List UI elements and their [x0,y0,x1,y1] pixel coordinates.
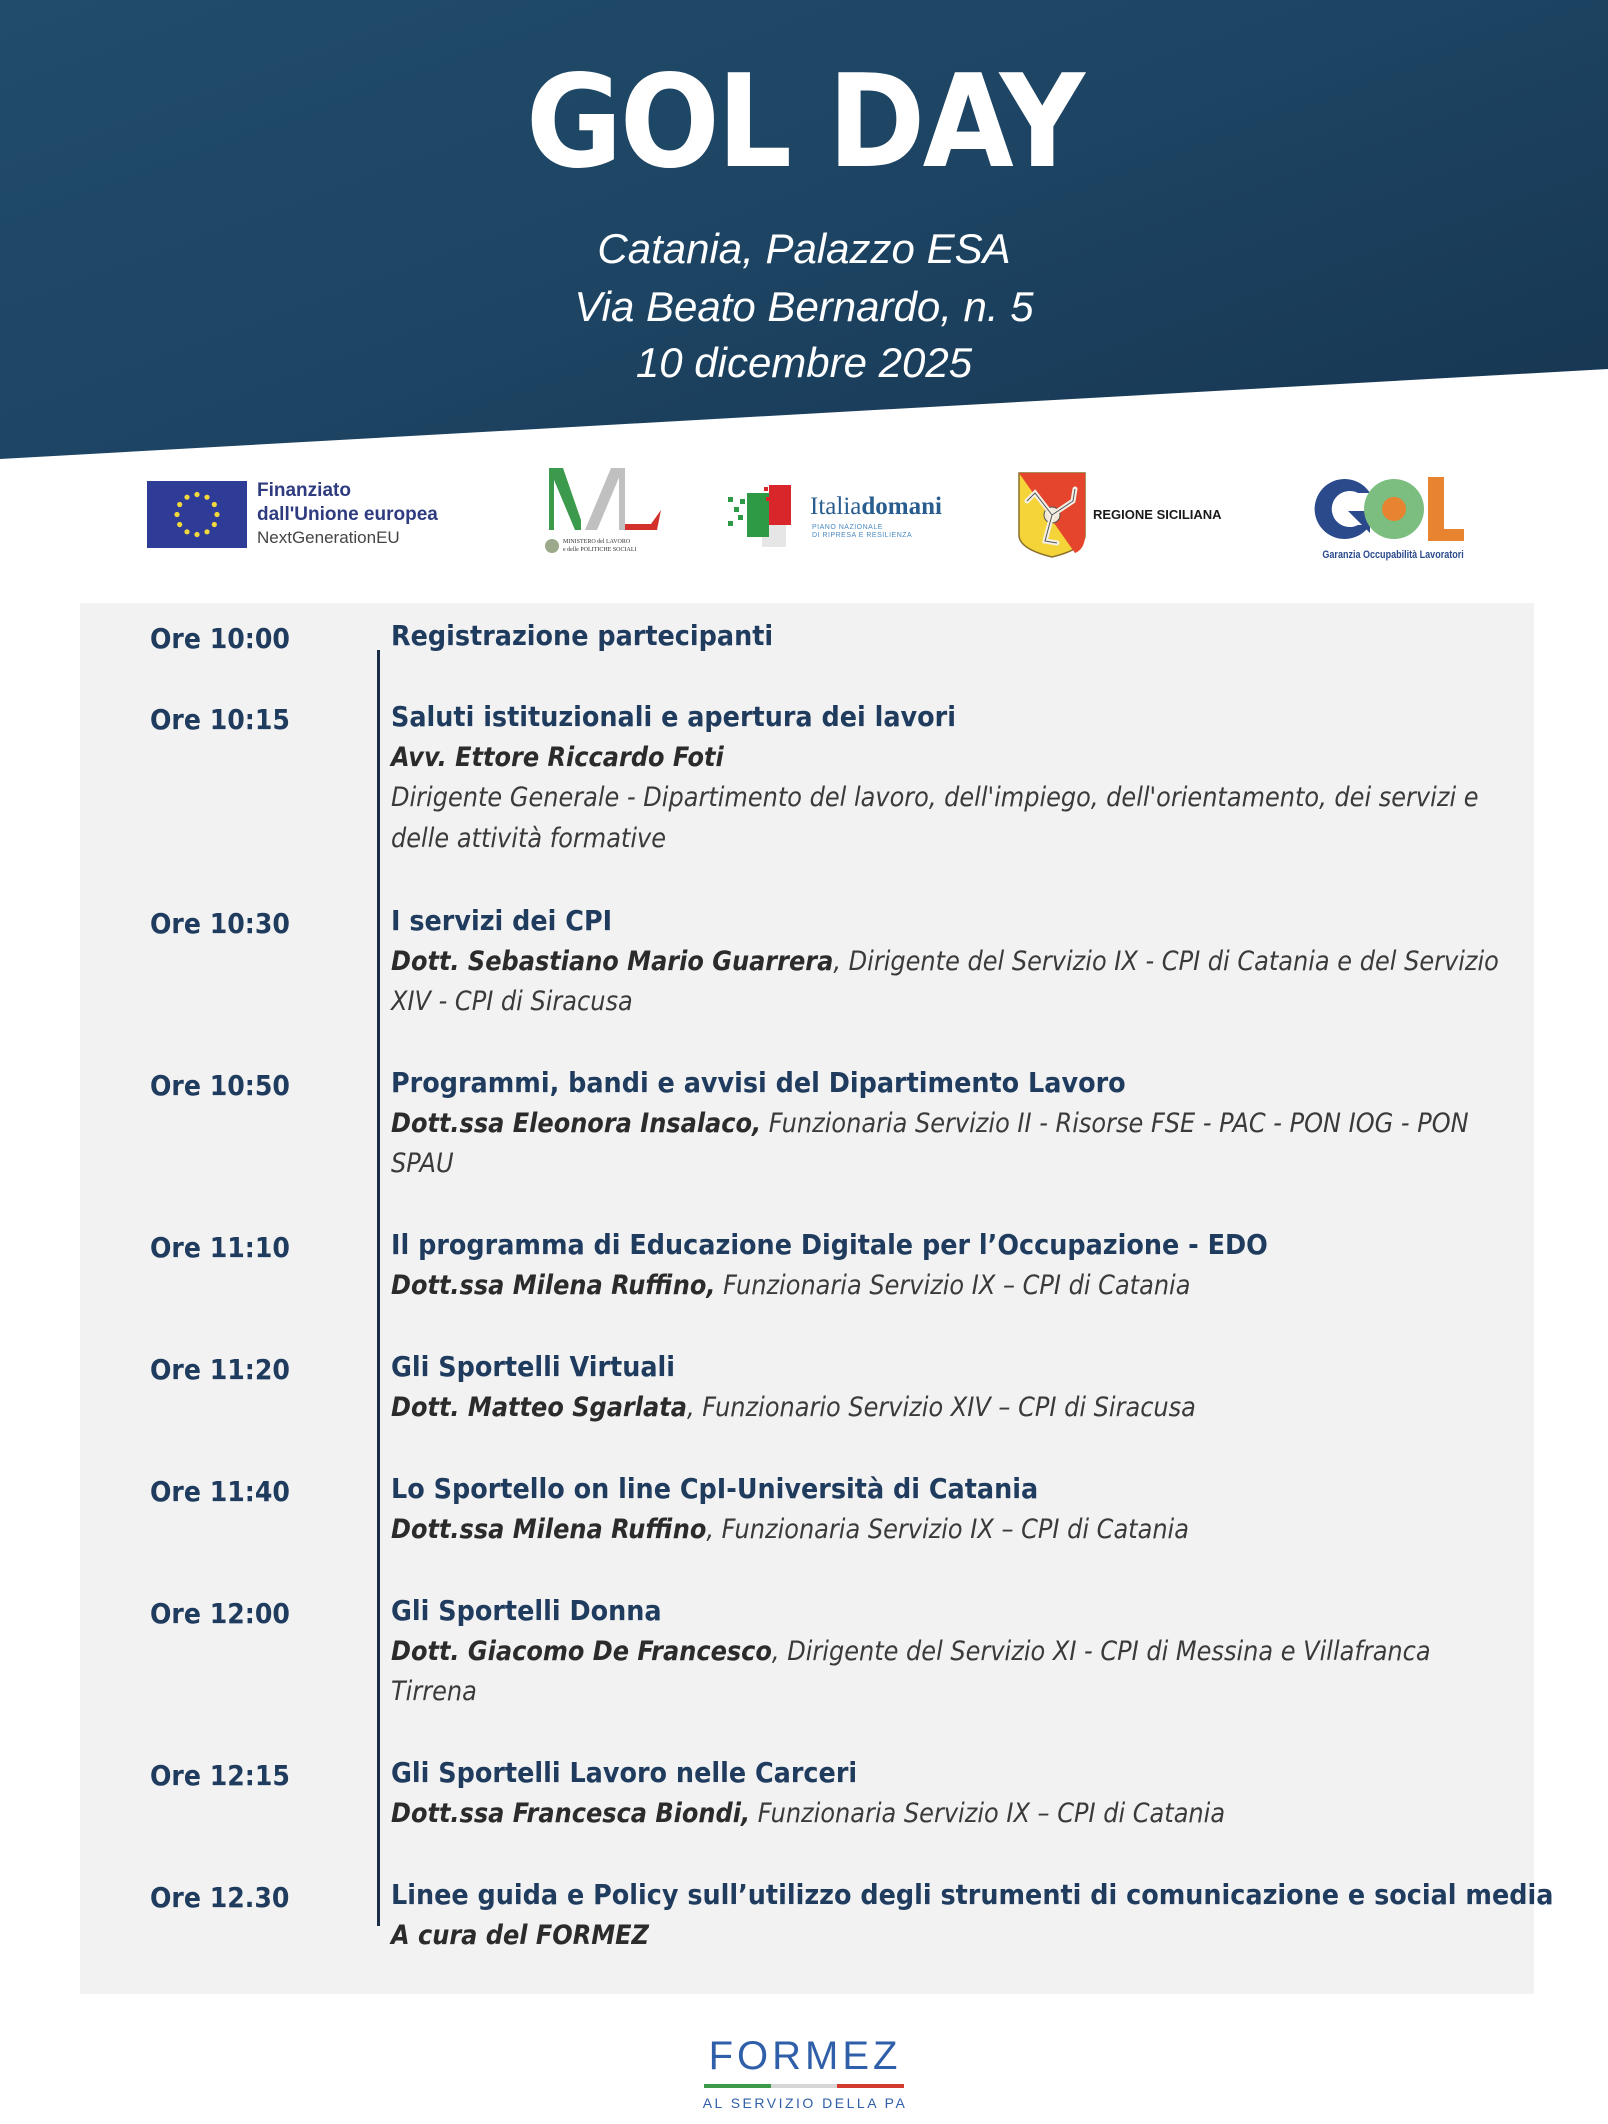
agenda-title: Linee guida e Policy sull’utilizzo degli strumenti di comunicazione e social media [391,1878,1554,1911]
agenda-role: , Funzionario Servizio XIV – CPI di Siracusa [686,1391,1196,1423]
eu-star [174,512,179,517]
agenda-role: Funzionaria Servizio IX – CPI di Catania [715,1269,1191,1301]
agenda-title: I servizi dei CPI [391,904,613,937]
italiadomani-name-bold: domani [861,493,942,520]
agenda-title: Gli Sportelli Lavoro nelle Carceri [391,1756,858,1789]
eu-star [177,502,182,507]
eu-star [184,495,189,500]
regione-siciliana-logo [1017,471,1242,559]
flag-stripe-white [771,2084,837,2088]
eu-line1: Finanziato [257,480,351,501]
eu-star [204,529,209,534]
regione-name: REGIONE SICILIANA [1093,507,1222,522]
ml-mark-icon [545,466,665,536]
gol-logo [1308,473,1468,569]
agenda-time: Ore 11:20 [150,1353,290,1386]
event-title: GOL DAY [525,48,1083,197]
event-address: Via Beato Bernardo, n. 5 [574,283,1034,330]
agenda-time: Ore 10:30 [150,907,290,940]
agenda-speaker: A cura del FORMEZ [391,1919,649,1951]
italiadomani-flag-icon [726,481,806,547]
gol-mark-icon [1308,473,1468,545]
agenda-role: Funzionaria Servizio II - Risorse FSE - PAC - PON IOG - PON SPAU [391,1107,1469,1179]
eu-star [184,529,189,534]
agenda-role: Dirigente Generale - Dipartimento del lavoro, dell'impiego, dell'orientamento, dei servizi e delle attività formative [391,782,1479,854]
agenda-speaker: Dott. Sebastiano Mario Guarrera [391,945,834,977]
eu-line2: dall'Unione europea [257,504,438,525]
event-location: Catania, Palazzo ESA [597,225,1011,272]
eu-star [194,492,199,497]
eu-star [177,522,182,527]
italiadomani-line1: PIANO NAZIONALE [812,524,883,531]
agenda-title: Saluti istituzionali e apertura dei lavori [391,700,956,733]
agenda-speaker: Dott. Giacomo De Francesco [391,1635,772,1667]
emblem-icon [545,539,559,553]
agenda-time: Ore 10:15 [150,703,290,736]
event-date: 10 dicembre 2025 [635,339,973,386]
flag-stripe-red [837,2084,904,2088]
sponsor-logos [0,460,1608,570]
agenda-time: Ore 12:00 [150,1597,290,1630]
eu-star [194,532,199,537]
ministero-line2: e delle POLITICHE SOCIALI [563,547,637,553]
formez-tagline: AL SERVIZIO DELLA PA [702,2095,908,2111]
eu-flag-icon [147,481,247,548]
agenda-speaker: Avv. Ettore Riccardo Foti [391,741,724,773]
agenda-speaker: Dott.ssa Milena Ruffino, [391,1269,716,1301]
italiadomani-logo [726,481,958,547]
eu-star [214,512,219,517]
agenda-role: , Dirigente del Servizio IX - CPI di Catania e del Servizio XIV - CPI di Siracusa [391,945,1499,1017]
ministero-lavoro-logo [545,466,665,562]
agenda-title: Gli Sportelli Virtuali [391,1350,676,1383]
agenda-speaker: Dott.ssa Francesca Biondi, [391,1797,751,1829]
gol-tagline: Garanzia Occupabilità Lavoratori [1322,549,1464,561]
flag-stripe-green [704,2084,771,2088]
timeline-line [377,650,380,1926]
trinacria-shield-icon [1017,471,1087,559]
ministero-line1: MINISTERO del LAVORO [563,539,631,545]
agenda-title: Registrazione partecipanti [391,619,774,652]
agenda-title: Gli Sportelli Donna [391,1594,662,1627]
agenda-speaker: Dott. Matteo Sgarlata [391,1391,687,1423]
agenda-role: Funzionaria Servizio IX – CPI di Catania [750,1797,1226,1829]
agenda-time: Ore 10:00 [150,622,290,655]
agenda-title: Il programma di Educazione Digitale per l’Occupazione - EDO [391,1228,1268,1261]
agenda-speaker: Dott.ssa Eleonora Insalaco, [391,1107,762,1139]
italiadomani-name [810,493,942,521]
agenda-title: Programmi, bandi e avvisi del Dipartimento Lavoro [391,1066,1126,1099]
eu-star [204,495,209,500]
agenda-role: , Dirigente del Servizio XI - CPI di Messina e Villafranca Tirrena [391,1635,1431,1707]
agenda-time: Ore 12.30 [150,1881,290,1914]
agenda-time: Ore 11:10 [150,1231,290,1264]
formez-logo [700,2034,910,2118]
eu-line3: NextGenerationEU [257,528,400,547]
eu-logo [147,481,467,551]
agenda-title: Lo Sportello on line CpI-Università di Catania [391,1472,1039,1505]
formez-brand: FORMEZ [708,2034,902,2078]
eu-star [212,502,217,507]
italiadomani-name-light: Italia [810,493,862,520]
agenda-time: Ore 11:40 [150,1475,290,1508]
eu-star [212,522,217,527]
italiadomani-line2: DI RIPRESA E RESILIENZA [812,532,913,539]
agenda-speaker: Dott.ssa Milena Ruffino [391,1513,707,1545]
agenda-role: , Funzionaria Servizio IX – CPI di Catania [706,1513,1189,1545]
agenda-time: Ore 10:50 [150,1069,290,1102]
agenda-time: Ore 12:15 [150,1759,290,1792]
